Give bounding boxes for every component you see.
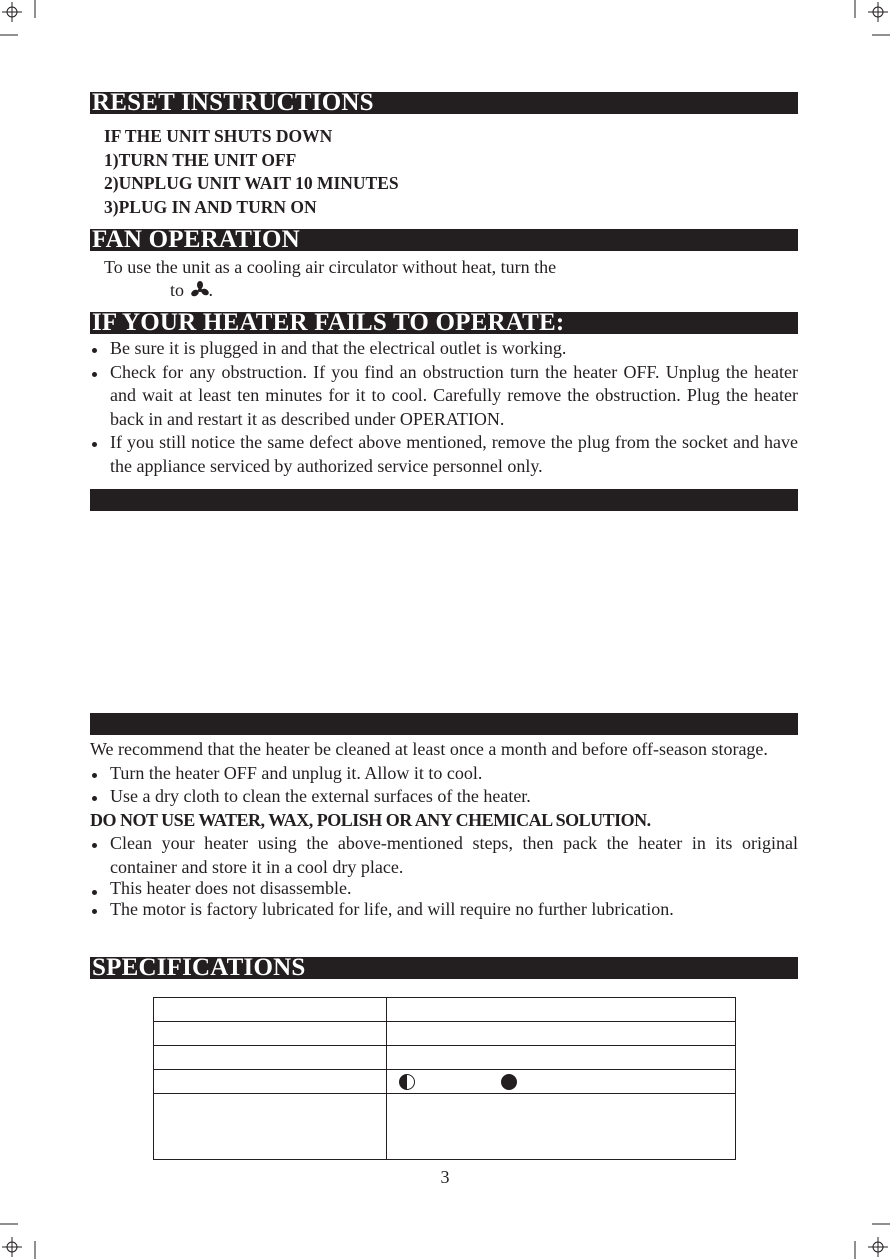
reset-title: RESET INSTRUCTIONS	[92, 89, 374, 116]
fails-title: IF YOUR HEATER FAILS TO OPERATE:	[92, 309, 565, 336]
list-item: This heater does not disassemble.	[90, 879, 798, 898]
table-row	[154, 1094, 736, 1160]
page-number: 3	[440, 1167, 450, 1187]
table-cell	[387, 1070, 736, 1094]
crop-mark-top-left	[0, 0, 40, 40]
specs-table	[153, 997, 736, 1160]
reset-line: 2)UNPLUG UNIT WAIT 10 MINUTES	[104, 173, 399, 193]
fails-header-bar	[90, 309, 798, 336]
list-item: Be sure it is plugged in and that the electrical outlet is working.	[90, 337, 798, 361]
reset-line: 3)PLUG IN AND TURN ON	[104, 196, 317, 217]
list-item: Use a dry cloth to clean the external surfaces of the heater.	[90, 785, 798, 809]
list-item: Check for any obstruction. If you find an obstruction turn the heater OFF. Unplug the heater and wait at least ten minutes for it to cool. Carefully remove the obstruction. Plug the heater back in and restart it as described under OPERATION.	[90, 361, 798, 432]
reset-header-bar	[90, 89, 798, 116]
fan-paragraph	[104, 256, 704, 305]
care-header-bar	[90, 713, 798, 735]
care-section	[90, 738, 798, 922]
table-cell	[154, 1022, 387, 1046]
table-row	[154, 1070, 736, 1094]
table-cell	[154, 1094, 387, 1160]
table-row	[154, 1046, 736, 1070]
list-item: Clean your heater using the above-mentioned steps, then pack the heater in its original container and store it in a cool dry place.	[90, 832, 798, 879]
table-cell	[154, 1070, 387, 1094]
table-cell	[387, 1022, 736, 1046]
reset-line: 1)TURN THE UNIT OFF	[104, 149, 297, 170]
table-row	[154, 1022, 736, 1046]
fails-bullets	[90, 337, 798, 478]
reset-line: IF THE UNIT SHUTS DOWN	[104, 126, 333, 146]
specs-header-bar	[90, 954, 798, 981]
fan-line-suffix: .	[208, 280, 214, 300]
crop-mark-bottom-left	[0, 1219, 40, 1259]
full-circle-icon	[501, 1074, 517, 1090]
list-item: The motor is factory lubricated for life, and will require no further lubrication.	[90, 898, 798, 922]
blank-header-bar	[90, 489, 798, 511]
fan-icon	[191, 281, 209, 305]
crop-mark-bottom-right	[850, 1219, 890, 1259]
list-item: If you still notice the same defect above mentioned, remove the plug from the socket and have the appliance serviced by authorized service personnel only.	[90, 431, 798, 478]
fan-title: FAN OPERATION	[92, 226, 300, 253]
table-cell	[154, 998, 387, 1022]
fan-line-2	[104, 279, 704, 305]
reset-steps	[104, 125, 399, 219]
care-warning: DO NOT USE WATER, WAX, POLISH OR ANY CHEMICAL SOLUTION.	[90, 809, 651, 830]
table-cell	[154, 1046, 387, 1070]
crop-mark-top-right	[850, 0, 890, 40]
table-cell	[387, 998, 736, 1022]
care-intro: We recommend that the heater be cleaned at least once a month and before off-season storage.	[90, 739, 768, 759]
half-circle-icon	[399, 1074, 415, 1090]
table-row	[154, 998, 736, 1022]
list-item: Turn the heater OFF and unplug it. Allow it to cool.	[90, 762, 798, 786]
fan-header-bar	[90, 226, 798, 253]
table-cell	[387, 1094, 736, 1160]
specs-title: SPECIFICATIONS	[92, 954, 306, 981]
table-cell	[387, 1046, 736, 1070]
fan-line-prefix: to	[170, 280, 185, 300]
fan-line-1: To use the unit as a cooling air circulator without heat, turn the	[104, 257, 557, 277]
